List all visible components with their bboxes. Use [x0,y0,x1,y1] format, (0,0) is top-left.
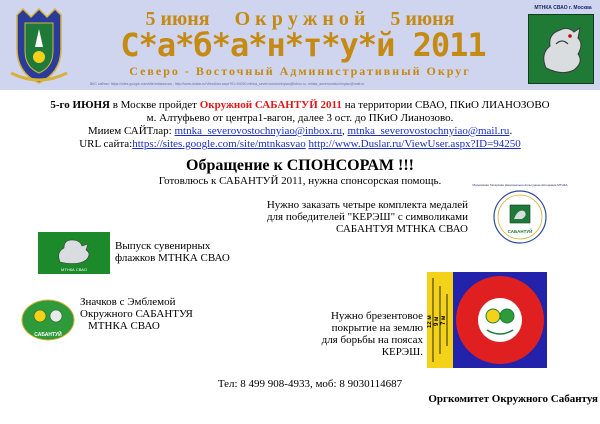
badges-line-1: Значков с Эмблемой [80,296,176,308]
tarp-label-12m: 12 м [427,315,433,328]
tarp-line-4: КЕРЭШ. [381,346,423,358]
medals-line-1: Нужно заказать четыре комплекта медалей [266,199,468,211]
intro-line-1 [20,99,580,112]
badges-line-2: Окружного САБАНТУЯ [80,308,193,320]
badge-emblem-icon [20,298,76,342]
email-separator: , [341,125,348,137]
tarp-label-9m: 9 м [434,316,440,326]
flags-request [115,240,265,264]
medal-emblem-icon [468,181,572,247]
badges-request [80,296,210,332]
district-emblem-icon [3,3,75,85]
tarp-label-7m: 7 м [441,315,447,325]
url-label: URL сайта: [79,138,133,150]
sponsor-subheading: Готовлюсь к САБАНТУЙ 2011, нужна спонсорская помощь. [158,175,442,187]
intro-paragraph [20,99,580,151]
medals-request [240,199,468,235]
flags-line-1: Выпуск сувенирных [115,240,211,252]
medals-line-2: для победителей "КЕРЭШ" с символиками [266,211,468,223]
location-text: на территории СВАО, ПКиО ЛИАНОЗОВО [341,99,550,111]
url-link-google[interactable]: https://sites.google.com/site/mtnkasvao [132,138,306,150]
medal-header-text: Московская Татарская Национально-Культурная Автономия МТНКА [472,183,568,187]
header-small-links: ВКС сайтах: https://sites.google.com/site/mtnkasvao , http://www.duslar.ru/ViewUser.aspx?ID=94250 mtnka_severovostochnyiao@inbox.ru, mtnka_severovostochnyiao@mail.ru [90,82,365,86]
medal-caption: САБАНТУЙ [507,229,533,234]
badge-caption: САБАНТУЙ [34,332,62,338]
tarp-line-1: Нужно брезентовое [330,310,423,322]
tarp-line-3: для борьбы на поясах [321,334,423,346]
event-name: Окружной САБАНТУЙ 2011 [199,99,342,111]
org-label: МТНКА СВАО г. Москва [534,5,592,11]
date-line: 5 июня О к р у ж н о й 5 июня [145,8,455,30]
email-link-inbox[interactable]: mtnka_severovostochnyiao@inbox.ru [174,125,342,137]
directions-text: м. Алтуфьево от центра1-вагон, далее 3 ост. до ПКиО Лианозово. [146,112,454,124]
email-end: . [509,125,513,137]
tarp-center-logo [478,298,522,342]
sponsor-heading: Обращение к СПОНСОРАМ !!! [186,157,414,174]
email-line [20,125,580,138]
contact-phone: Тел: 8 499 908-4933, моб: 8 9030114687 [217,378,403,390]
tarp-line-2: покрытие на землю [331,322,423,334]
flag-caption: МТНКА СВАО [61,267,87,272]
intro-text: в Москве пройдет [109,99,200,111]
date-highlight: 5-го ИЮНЯ [50,99,110,111]
email-label: Миием САЙТлар: [87,125,175,137]
district-subtitle: Северо - Восточный Административный Округ [129,64,471,78]
medals-line-3: САБАНТУЯ МТНКА СВАО [336,223,468,235]
organizing-committee: Оргкомитет Окружного Сабантуя [428,393,598,405]
tarp-request [300,310,423,358]
badges-line-3: МТНКА СВАО [88,320,160,332]
flags-line-2: флажков МТНКА СВАО [115,252,230,264]
url-link-duslar[interactable]: http://www.Duslar.ru/ViewUser.aspx?ID=94250 [308,138,521,150]
email-link-mail[interactable]: mtnka_severovostochnyiao@mail.ru [347,125,510,137]
url-line [20,138,580,151]
tarp-diagram [427,272,547,368]
dragon-emblem-icon [528,14,594,84]
page-title: С*а*б*а*н*т*у*й 2011 [120,26,486,64]
souvenir-flag-image [38,232,110,274]
